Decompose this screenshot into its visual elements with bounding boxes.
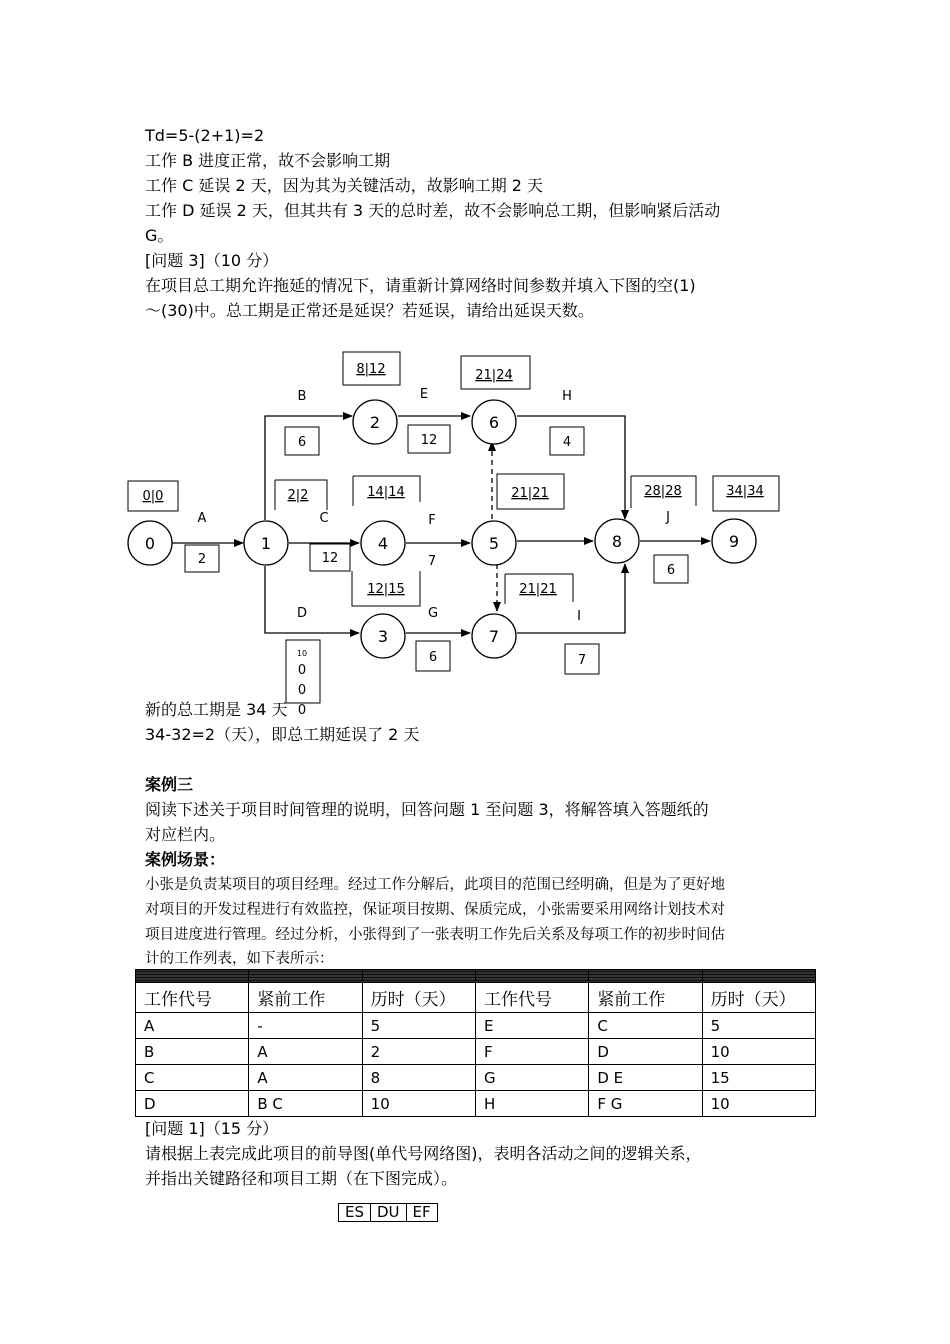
duration-e: 12: [420, 433, 438, 448]
activity-b-label: B: [297, 389, 307, 404]
node-4-label: 4: [377, 534, 389, 553]
table-cell: 10: [362, 1091, 475, 1117]
table-row: [136, 1065, 816, 1091]
time-node-3: 12|15: [367, 582, 405, 597]
activity-i-label: I: [577, 609, 581, 624]
node-0-label: 0: [144, 534, 156, 553]
table-top-band: [136, 970, 816, 983]
time-node-0: 0|0: [142, 489, 164, 504]
table-cell: C: [589, 1013, 702, 1039]
activity-e-label: E: [419, 387, 429, 402]
table-row: [136, 1091, 816, 1117]
scene-line: 计的工作列表，如下表所示：: [145, 951, 334, 967]
text-line: 工作 C 延误 2 天，因为其为关键活动，故影响工期 2 天: [145, 176, 544, 195]
table-header: 紧前工作: [589, 983, 702, 1013]
legend-du: DU: [371, 1204, 407, 1222]
text-line: ～(30)中。总工期是正常还是延误？若延误，请给出延误天数。: [145, 301, 594, 320]
table-cell: F G: [589, 1091, 702, 1117]
table-cell: B C: [249, 1091, 362, 1117]
time-node-9: 34|34: [726, 484, 764, 499]
node-7-label: 7: [488, 627, 500, 646]
node-5-label: 5: [488, 534, 500, 553]
activity-d-label: D: [296, 606, 308, 621]
question-3-heading: [问题 3]（10 分）: [145, 251, 279, 270]
node-9-label: 9: [728, 532, 740, 551]
node-1-label: 1: [260, 534, 272, 553]
case-3-intro: 阅读下述关于项目时间管理的说明，回答问题 1 至问题 3，将解答填入答题纸的: [145, 800, 709, 819]
duration-h: 4: [562, 435, 572, 450]
conclusion-line: 新的总工期是 34 天: [145, 700, 288, 719]
formula-line: Td=5-(2+1)=2: [145, 126, 265, 145]
table-row: [136, 1013, 816, 1039]
time-node-8: 28|28: [644, 484, 682, 499]
activity-g-label: G: [427, 606, 439, 621]
duration-d-line-1: 10: [296, 649, 308, 658]
table-header-row: [136, 983, 816, 1013]
table-cell: -: [249, 1013, 362, 1039]
duration-d-line-3: 0: [297, 683, 307, 698]
table-cell: 10: [702, 1091, 815, 1117]
time-node-6: 21|24: [475, 368, 513, 383]
arrow-d: [265, 566, 359, 633]
table-cell: 15: [702, 1065, 815, 1091]
time-node-1: 2|2: [287, 488, 309, 503]
node-8-label: 8: [611, 532, 623, 551]
text-line: 工作 B 进度正常，故不会影响工期: [145, 151, 391, 170]
legend-ef: EF: [406, 1204, 437, 1222]
table-cell: G: [475, 1065, 588, 1091]
table-cell: C: [136, 1065, 249, 1091]
activity-h-label: H: [562, 389, 572, 404]
node-3-label: 3: [377, 627, 389, 646]
duration-c: 12: [321, 551, 339, 566]
duration-d-line-4: 0: [297, 703, 307, 718]
text-line: 在项目总工期允许拖延的情况下，请重新计算网络时间参数并填入下图的空(1): [145, 276, 696, 295]
activity-a-label: A: [197, 511, 207, 526]
legend-es: ES: [339, 1204, 371, 1222]
time-node-4: 14|14: [367, 485, 405, 500]
table-cell: 8: [362, 1065, 475, 1091]
node-6-label: 6: [488, 413, 500, 432]
table-cell: 5: [702, 1013, 815, 1039]
duration-j: 6: [666, 563, 676, 578]
scene-line: 小张是负责某项目的项目经理。经过工作分解后，此项目的范围已经明确，但是为了更好地: [145, 877, 725, 893]
text-line: G。: [145, 226, 174, 245]
task-table: [135, 969, 816, 1117]
table-cell: B: [136, 1039, 249, 1065]
table-cell: D E: [589, 1065, 702, 1091]
question-1-text: 请根据上表完成此项目的前导图(单代号网络图)，表明各活动之间的逻辑关系，: [145, 1144, 702, 1163]
duration-g: 6: [428, 650, 438, 665]
node-2-label: 2: [369, 413, 381, 432]
table-cell: A: [249, 1065, 362, 1091]
table-cell: A: [136, 1013, 249, 1039]
table-header: 工作代号: [475, 983, 588, 1013]
table-header: 紧前工作: [249, 983, 362, 1013]
table-cell: A: [249, 1039, 362, 1065]
case-3-intro: 对应栏内。: [145, 825, 226, 844]
question-1-heading: [问题 1]（15 分）: [145, 1119, 279, 1138]
time-node-7: 21|21: [519, 582, 557, 597]
case-3-title: 案例三: [145, 775, 194, 794]
table-cell: D: [136, 1091, 249, 1117]
table-cell: E: [475, 1013, 588, 1039]
table-cell: H: [475, 1091, 588, 1117]
time-node-5: 21|21: [511, 486, 549, 501]
duration-a: 2: [197, 552, 207, 567]
question-1-text: 并指出关键路径和项目工期（在下图完成）。: [145, 1169, 458, 1188]
table-header: 历时（天）: [702, 983, 815, 1013]
table-row: [136, 1039, 816, 1065]
case-scene-title: 案例场景：: [145, 850, 226, 869]
conclusion-line: 34-32=2（天），即总工期延误了 2 天: [145, 725, 420, 744]
table-header: 工作代号: [136, 983, 249, 1013]
activity-c-label: C: [319, 511, 329, 526]
duration-d-line-2: 0: [297, 663, 307, 678]
table-cell: 2: [362, 1039, 475, 1065]
duration-f: 7: [427, 554, 437, 569]
duration-b: 6: [297, 435, 307, 450]
scene-line: 对项目的开发过程进行有效监控，保证项目按期、保质完成，小张需要采用网络计划技术对: [145, 902, 725, 918]
table-cell: 5: [362, 1013, 475, 1039]
time-node-2: 8|12: [356, 362, 386, 377]
table-cell: F: [475, 1039, 588, 1065]
activity-j-label: J: [666, 510, 670, 525]
text-line: 工作 D 延误 2 天，但其共有 3 天的总时差，故不会影响总工期，但影响紧后活动: [145, 201, 721, 220]
duration-i: 7: [577, 653, 587, 668]
scene-line: 项目进度进行管理。经过分析，小张得到了一张表明工作先后关系及每项工作的初步时间估: [145, 927, 725, 943]
table-header: 历时（天）: [362, 983, 475, 1013]
activity-f-label: F: [428, 513, 436, 528]
node-legend: [338, 1203, 438, 1222]
table-cell: 10: [702, 1039, 815, 1065]
table-cell: D: [589, 1039, 702, 1065]
